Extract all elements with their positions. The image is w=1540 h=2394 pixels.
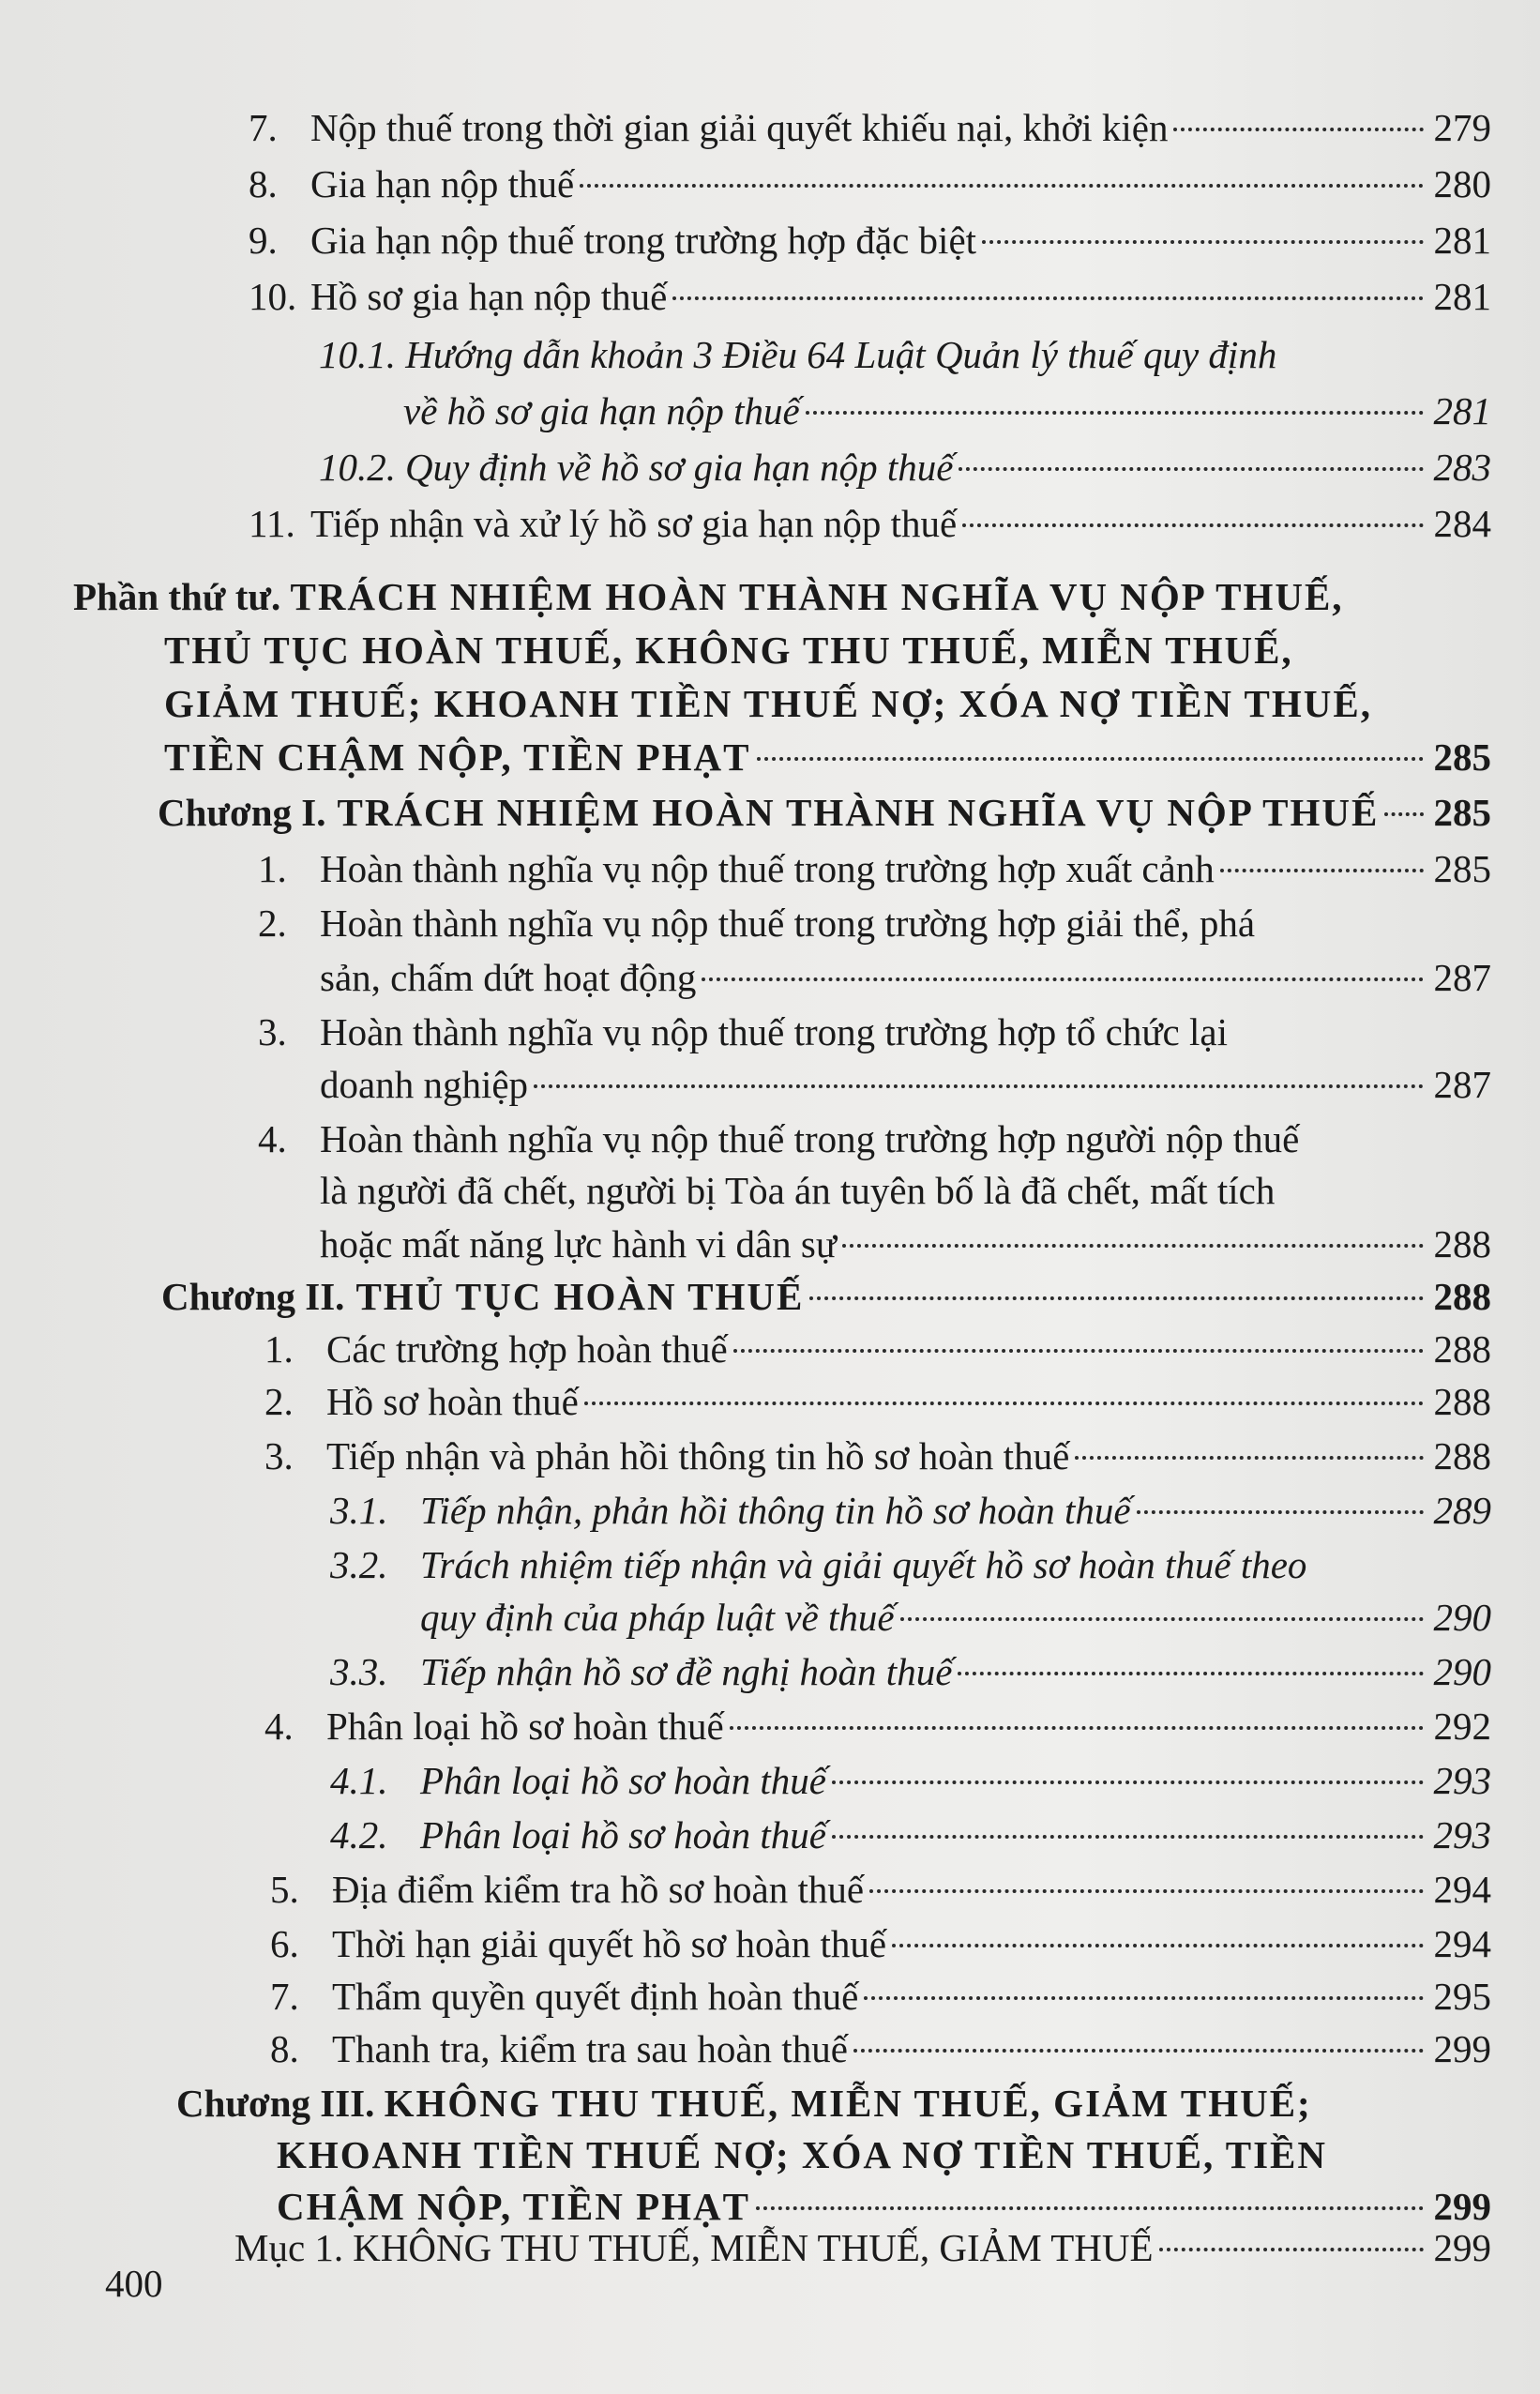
leader-dots [832,1835,1424,1839]
entry-number: 7. [270,1975,299,2018]
toc-entry [264,1700,1491,1752]
toc-entry [249,214,1491,266]
entry-title: Hướng dẫn khoản 3 Điều 64 Luật Quản lý thuế quy định [405,333,1277,376]
entry-page: 294 [1433,1922,1491,1965]
entry-title: Hoàn thành nghĩa vụ nộp thuế trong trường hợp người nộp thuế [320,1117,1300,1160]
chapter-prefix: Chương I. [158,791,326,834]
entry-page: 290 [1433,1596,1491,1639]
leader-dots [534,1084,1424,1088]
leader-dots [672,296,1424,300]
toc-entry [270,1970,1491,2023]
toc-entry [264,1375,1491,1428]
toc-entry [330,1754,1491,1807]
leader-dots [756,2206,1424,2210]
leader-dots [584,1402,1424,1405]
leader-dots [869,1889,1424,1893]
entry-number: 11. [249,502,295,545]
section-prefix: Mục 1. [234,2226,344,2269]
entry-title: Gia hạn nộp thuế [310,162,575,205]
entry-title: Tiếp nhận và phản hồi thông tin hồ sơ hoàn thuế [326,1434,1070,1477]
leader-dots [1220,869,1424,872]
leader-dots [900,1617,1424,1621]
toc-entry [319,441,1491,493]
toc-entry [330,1645,1491,1698]
part-heading-line [73,570,1344,623]
entry-page: 289 [1433,1489,1491,1532]
toc-entry-line [258,1113,1299,1165]
chapter-title-continued: KHOANH TIỀN THUẾ NỢ; XÓA NỢ TIỀN THUẾ, TIỀN [277,2133,1327,2176]
toc-entry [161,1270,1491,1323]
leader-dots [702,977,1424,981]
entry-page: 281 [1433,389,1491,432]
entry-page: 288 [1433,1380,1491,1423]
entry-title: Hoàn thành nghĩa vụ nộp thuế trong trường hợp tổ chức lại [320,1010,1228,1053]
part-title-continued: GIẢM THUẾ; KHOANH TIỀN THUẾ NỢ; XÓA NỢ TIỀN THUẾ, [164,682,1372,725]
entry-page: 292 [1433,1705,1491,1748]
toc-entry [164,731,1491,783]
leader-dots [853,2049,1424,2053]
entry-page: 299 [1433,2027,1491,2070]
entry-title: Phân loại hồ sơ hoàn thuế [420,1759,827,1802]
entry-page: 285 [1433,735,1491,779]
leader-dots [1075,1456,1424,1460]
leader-dots [730,1726,1424,1730]
entry-title: Gia hạn nộp thuế trong trường hợp đặc biệt [310,219,977,262]
toc-entry [249,270,1491,323]
toc-entry [270,2023,1491,2075]
toc-entry [270,1917,1491,1970]
entry-page: 288 [1433,1275,1491,1318]
entry-title: Hoàn thành nghĩa vụ nộp thuế trong trường hợp xuất cảnh [320,847,1215,890]
entry-number: 10. [249,275,297,318]
entry-title: Quy định về hồ sơ gia hạn nộp thuế [405,446,954,489]
entry-number: 3.3. [330,1650,388,1693]
toc-entry [403,385,1491,437]
leader-dots [733,1349,1424,1353]
leader-dots [580,184,1424,188]
entry-number: 4. [264,1705,294,1748]
entry-title: Hồ sơ hoàn thuế [326,1380,579,1423]
entry-page: 293 [1433,1759,1491,1802]
entry-number: 7. [249,106,278,149]
part-title-continued: THỦ TỤC HOÀN THUẾ, KHÔNG THU THUẾ, MIỄN THUẾ, [164,629,1293,672]
entry-page: 285 [1433,847,1491,890]
toc-entry [158,786,1491,839]
entry-title: Địa điểm kiểm tra hồ sơ hoàn thuế [332,1868,865,1911]
entry-page: 279 [1433,106,1491,149]
toc-entry-line [258,1006,1228,1058]
entry-page: 293 [1433,1813,1491,1856]
entry-page: 288 [1433,1222,1491,1265]
entry-number: 1. [264,1327,294,1371]
entry-title: Thẩm quyền quyết định hoàn thuế [332,1975,859,2018]
entry-number: 8. [249,162,278,205]
part-title-continued: TIỀN CHẬM NỘP, TIỀN PHẠT [164,735,751,779]
toc-entry [264,1323,1491,1375]
entry-page: 299 [1433,2185,1491,2228]
leader-dots [832,1780,1424,1784]
entry-title: Tiếp nhận, phản hồi thông tin hồ sơ hoàn thuế [420,1489,1131,1532]
entry-title: Hoàn thành nghĩa vụ nộp thuế trong trường hợp giải thể, phá [320,902,1256,945]
entry-title: Thời hạn giải quyết hồ sơ hoàn thuế [332,1922,887,1965]
entry-number: 8. [270,2027,299,2070]
entry-title: Nộp thuế trong thời gian giải quyết khiếu nại, khởi kiện [310,106,1169,149]
leader-dots [864,1996,1424,2000]
entry-title: Trách nhiệm tiếp nhận và giải quyết hồ sơ hoàn thuế theo [420,1543,1307,1586]
entry-title: Tiếp nhận và xử lý hồ sơ gia hạn nộp thuế [310,502,958,545]
entry-page: 287 [1433,1063,1491,1106]
entry-number: 3. [258,1010,287,1053]
leader-dots [809,1296,1424,1300]
entry-page: 283 [1433,446,1491,489]
leader-dots [806,411,1424,415]
section-title: KHÔNG THU THUẾ, MIỄN THUẾ, GIẢM THUẾ [353,2226,1154,2269]
entry-page: 299 [1433,2226,1491,2269]
toc-entry [264,1430,1491,1482]
leader-dots [982,240,1424,244]
chapter-prefix: Chương II. [161,1275,345,1318]
chapter-title-continued: CHẬM NỘP, TIỀN PHẠT [277,2185,750,2228]
entry-page: 281 [1433,275,1491,318]
chapter-prefix: Chương III. [176,2082,375,2125]
entry-page: 287 [1433,956,1491,999]
entry-page: 281 [1433,219,1491,262]
toc-entry [320,1218,1491,1270]
entry-title-continued: là người đã chết, người bị Tòa án tuyên bố là đã chết, mất tích [320,1169,1276,1212]
entry-number: 4.1. [330,1759,388,1802]
toc-entry-line [330,1538,1306,1591]
leader-dots [959,467,1424,471]
entry-title-continued: hoặc mất năng lực hành vi dân sự [320,1222,838,1265]
toc-entry [234,2221,1491,2274]
toc-entry [320,951,1491,1004]
entry-number: 4. [258,1117,287,1160]
toc-entry [249,101,1491,154]
toc-entry [330,1484,1491,1537]
leader-dots [958,1672,1424,1675]
entry-page: 285 [1433,791,1491,834]
leader-dots [962,523,1424,527]
entry-page: 288 [1433,1327,1491,1371]
chapter-title: TRÁCH NHIỆM HOÀN THÀNH NGHĨA VỤ NỘP THUẾ [337,791,1380,834]
entry-number: 2. [258,902,287,945]
leader-dots [1137,1510,1424,1514]
page-number: 400 [105,2262,163,2305]
entry-number: 5. [270,1868,299,1911]
toc-entry-line [258,897,1255,949]
entry-page: 288 [1433,1434,1491,1477]
leader-dots [842,1244,1424,1248]
leader-dots [1384,812,1424,816]
entry-page: 294 [1433,1868,1491,1911]
chapter-title: THỦ TỤC HOÀN THUẾ [355,1275,805,1318]
toc-entry [330,1809,1491,1861]
entry-number: 10.2. [319,446,396,489]
entry-number: 2. [264,1380,294,1423]
leader-dots [1159,2248,1424,2251]
toc-entry [249,497,1491,550]
part-title: TRÁCH NHIỆM HOÀN THÀNH NGHĨA VỤ NỘP THUẾ, [290,575,1344,618]
entry-title: Thanh tra, kiểm tra sau hoàn thuế [332,2027,848,2070]
entry-number: 9. [249,219,278,262]
entry-title: Phân loại hồ sơ hoàn thuế [326,1705,724,1748]
part-prefix: Phần thứ tư. [73,575,281,618]
toc-entry [249,158,1491,210]
chapter-title: KHÔNG THU THUẾ, MIỄN THUẾ, GIẢM THUẾ; [384,2082,1312,2125]
leader-dots [757,757,1424,761]
entry-title-continued: sản, chấm dứt hoạt động [320,956,697,999]
entry-title: Hồ sơ gia hạn nộp thuế [310,275,668,318]
entry-number: 3.1. [330,1489,388,1532]
leader-dots [892,1944,1424,1947]
entry-title-continued: quy định của pháp luật về thuế [420,1596,895,1639]
entry-title: Các trường hợp hoàn thuế [326,1327,728,1371]
entry-number: 6. [270,1922,299,1965]
toc-entry-line [319,328,1276,381]
entry-page: 280 [1433,162,1491,205]
entry-title: Phân loại hồ sơ hoàn thuế [420,1813,827,1856]
entry-page: 290 [1433,1650,1491,1693]
toc-entry [270,1863,1491,1916]
toc-entry [420,1591,1491,1644]
toc-entry [258,842,1491,895]
entry-page: 284 [1433,502,1491,545]
entry-page: 295 [1433,1975,1491,2018]
entry-number: 3. [264,1434,294,1477]
entry-number: 3.2. [330,1543,388,1586]
entry-title-continued: về hồ sơ gia hạn nộp thuế [403,389,800,432]
toc-entry [320,1058,1491,1111]
leader-dots [1173,128,1424,131]
entry-number: 1. [258,847,287,890]
entry-title-continued: doanh nghiệp [320,1063,529,1106]
entry-title: Tiếp nhận hồ sơ đề nghị hoàn thuế [420,1650,953,1693]
entry-number: 4.2. [330,1813,388,1856]
chapter-heading-line [176,2077,1312,2129]
entry-number: 10.1. [319,333,396,376]
